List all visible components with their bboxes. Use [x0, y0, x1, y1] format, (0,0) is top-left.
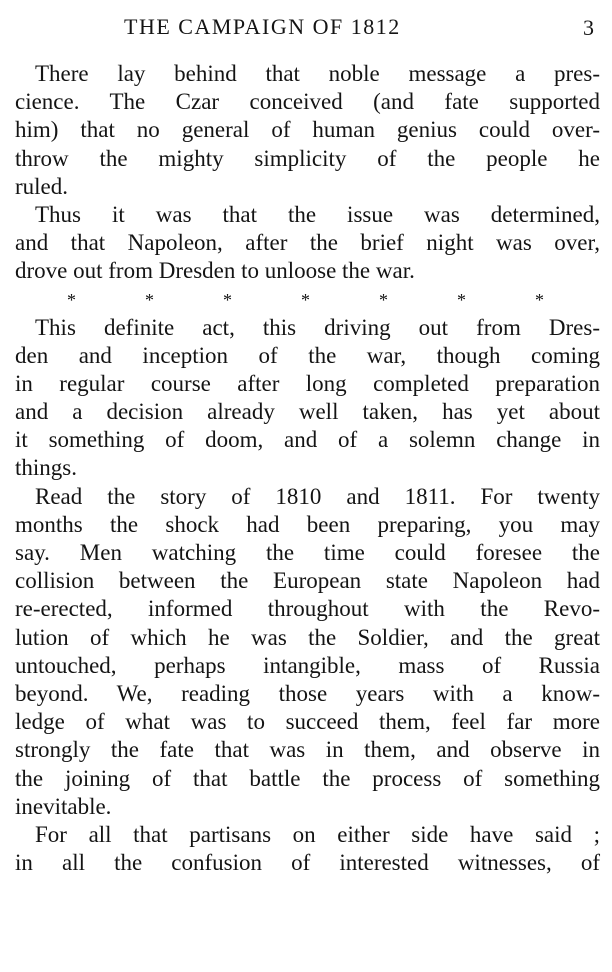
paragraph-2: [15, 201, 600, 286]
text-line: This definite act, this driving out from Dres-: [35, 314, 600, 340]
paragraph-4: [15, 483, 600, 821]
text-line: inevitable.: [15, 793, 112, 819]
text-line: him) that no general of human genius could over-: [15, 117, 600, 143]
page-number: 3: [583, 15, 594, 40]
text-line: den and inception of the war, though coming: [15, 342, 600, 368]
text-line: For all that partisans on either side have said ;: [35, 821, 600, 847]
text-line: drove out from Dresden to unloose the war.: [15, 258, 415, 284]
text-line: in regular course after long completed preparation: [15, 370, 600, 396]
text-line: things.: [15, 455, 77, 481]
text-line: beyond. We, reading those years with a know-: [15, 680, 600, 706]
text-line: say. Men watching the time could foresee the: [15, 540, 600, 565]
text-line: lution of which he was the Soldier, and the great: [15, 624, 600, 650]
body-text: [15, 60, 600, 877]
text-line: ruled.: [15, 173, 69, 199]
text-line: untouched, perhaps intangible, mass of Russia: [15, 652, 600, 678]
text-line: it something of doom, and of a solemn change in: [15, 427, 600, 453]
text-line: Read the story of 1810 and 1811. For twenty: [35, 483, 600, 509]
section-separator: [15, 286, 600, 314]
text-line: Thus it was that the issue was determined,: [35, 201, 600, 227]
running-head: [0, 12, 612, 44]
text-line: and that Napoleon, after the brief night was over,: [15, 230, 600, 256]
text-line: throw the mighty simplicity of the people he: [15, 145, 600, 171]
text-line: There lay behind that noble message a pres-: [35, 61, 600, 86]
asterisk: *: [223, 289, 232, 310]
asterisk: *: [379, 289, 388, 310]
text-line: months the shock had been preparing, you may: [15, 511, 600, 537]
paragraph-5: [15, 821, 600, 877]
asterisk: *: [301, 289, 310, 310]
text-line: the joining of that battle the process of something: [15, 765, 600, 791]
asterisk: *: [535, 289, 544, 310]
asterisk: *: [67, 289, 76, 310]
text-line: in all the confusion of interested witnesses, of: [15, 850, 600, 876]
text-line: re-erected, informed throughout with the Revo-: [15, 596, 600, 622]
running-title: THE CAMPAIGN OF 1812: [124, 14, 401, 39]
asterisk: *: [145, 289, 154, 310]
text-line: cience. The Czar conceived (and fate supported: [15, 89, 600, 115]
text-line: and a decision already well taken, has yet about: [15, 399, 600, 425]
text-line: collision between the European state Napoleon had: [15, 568, 600, 594]
text-line: ledge of what was to succeed them, feel far more: [15, 709, 600, 735]
asterisk: *: [457, 289, 466, 310]
paragraph-1: [15, 60, 600, 201]
paragraph-3: [15, 314, 600, 483]
text-line: strongly the fate that was in them, and observe in: [15, 737, 600, 763]
